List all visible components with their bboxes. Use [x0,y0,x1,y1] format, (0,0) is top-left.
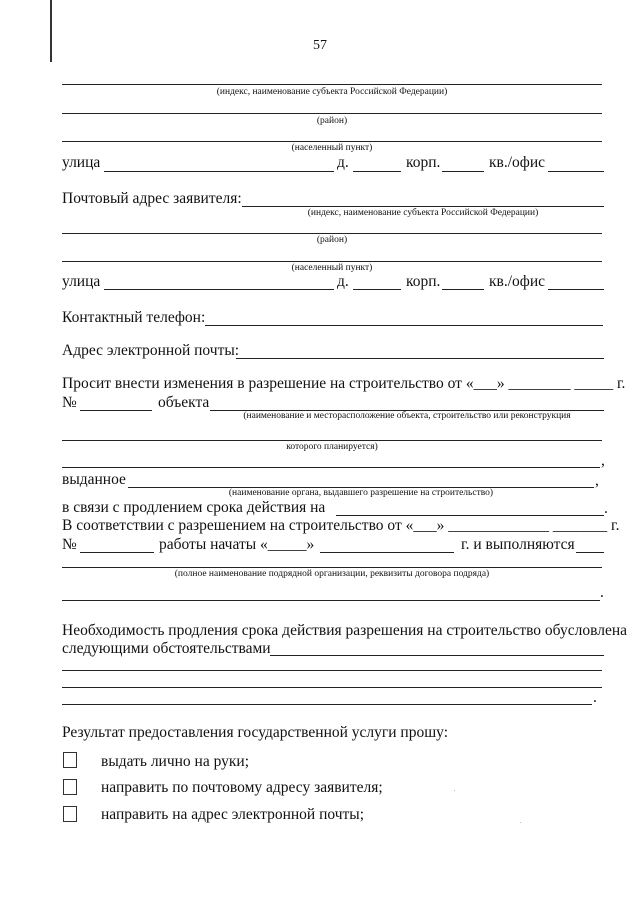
comma-mark-2: , [595,472,599,489]
accordance-line: В соответствии с разрешением на строительство от «___» _____________ _______ г. [62,517,620,534]
extension-label: в связи с продлением срока действия на [62,499,326,516]
postal-district-line[interactable] [62,233,602,234]
postal-region-caption: (индекс, наименование субъекта Российской Федерации) [307,208,539,218]
district-line[interactable] [62,113,602,114]
option-checkbox-postal[interactable] [63,779,77,795]
option-label-email: направить на адрес электронной почты; [101,806,365,823]
permit-number-field[interactable] [80,410,152,411]
email-label: Адрес электронной почты: [62,342,240,359]
korp-label-2: корп. [406,273,441,290]
korp-field-2[interactable] [442,289,484,290]
number-sign: № [62,394,77,411]
object-caption: (наименование и месторасположение объекта, строительство или реконструкция [243,411,571,421]
region-line[interactable] [62,84,602,85]
street-field-2[interactable] [104,289,334,290]
comma-mark: , [601,452,605,469]
locality-line[interactable] [62,141,602,142]
postal-address-label: Почтовый адрес заявителя: [62,190,242,207]
street-label: улица [62,154,101,171]
region-caption: (индекс, наименование субъекта Российской Федерации) [216,87,448,97]
option-label-postal: направить по почтовому адресу заявителя; [101,779,383,796]
necessity-line-4[interactable] [62,687,602,688]
scan-speck [520,822,521,823]
year-performed-label: г. и выполняются [461,536,575,553]
period-mark-2: . [600,584,604,601]
house-field[interactable] [353,171,401,172]
house-field-2[interactable] [353,289,401,290]
performed-field[interactable] [576,552,604,553]
contractor-line-2[interactable] [62,600,600,601]
necessity-line-3[interactable] [62,670,602,671]
district-caption: (район) [316,116,348,126]
result-title: Результат предоставления государственной услуги прошу: [62,724,449,741]
necessity-line-2: следующими обстоятельствами [62,640,271,657]
necessity-line-1: Необходимость продления срока действия разрешения на строительство обусловлена [62,622,628,639]
object-caption-2: которого планируется) [286,442,378,452]
phone-label: Контактный телефон: [62,309,206,326]
contractor-caption: (полное наименование подрядной организации, реквизиты договора подряда) [174,569,490,579]
option-label-in-person: выдать лично на руки; [101,753,250,770]
object-line-2[interactable] [62,440,602,441]
postal-address-field[interactable] [242,206,604,207]
permit-number-field-2[interactable] [80,552,154,553]
apt-label: кв./офис [489,154,545,171]
email-field[interactable] [236,358,604,359]
house-label: д. [337,154,349,171]
object-label: объекта [158,394,210,411]
number-sign-2: № [62,536,77,553]
issued-label: выданное [62,471,126,488]
works-date-field[interactable] [320,552,454,553]
house-label-2: д. [337,273,349,290]
contractor-line[interactable] [62,567,602,568]
street-field[interactable] [104,171,334,172]
period-mark: . [604,500,608,517]
postal-locality-line[interactable] [62,261,602,262]
request-line-1: Просит внести изменения в разрешение на строительство от «___» ________ _____ г. [62,375,626,392]
object-line-3[interactable] [62,467,600,468]
korp-label: корп. [406,154,441,171]
scan-speck [454,790,455,791]
necessity-line-5[interactable] [62,704,592,705]
issuer-caption: (наименование органа, выдавшего разрешение на строительство) [228,488,494,498]
apt-label-2: кв./офис [489,273,545,290]
postal-locality-caption: (населенный пункт) [291,263,373,273]
necessity-field[interactable] [270,655,604,656]
extension-field[interactable] [336,515,604,516]
period-mark-3: . [593,689,597,706]
option-checkbox-email[interactable] [63,806,77,822]
postal-district-caption: (район) [316,235,348,245]
option-checkbox-in-person[interactable] [63,752,77,768]
apt-field[interactable] [548,171,604,172]
korp-field[interactable] [442,171,484,172]
apt-field-2[interactable] [548,289,604,290]
street-label-2: улица [62,273,101,290]
phone-field[interactable] [205,325,603,326]
locality-caption: (населенный пункт) [291,143,373,153]
works-started-label: работы начаты «_____» [159,536,315,553]
page-number: 57 [313,38,327,53]
